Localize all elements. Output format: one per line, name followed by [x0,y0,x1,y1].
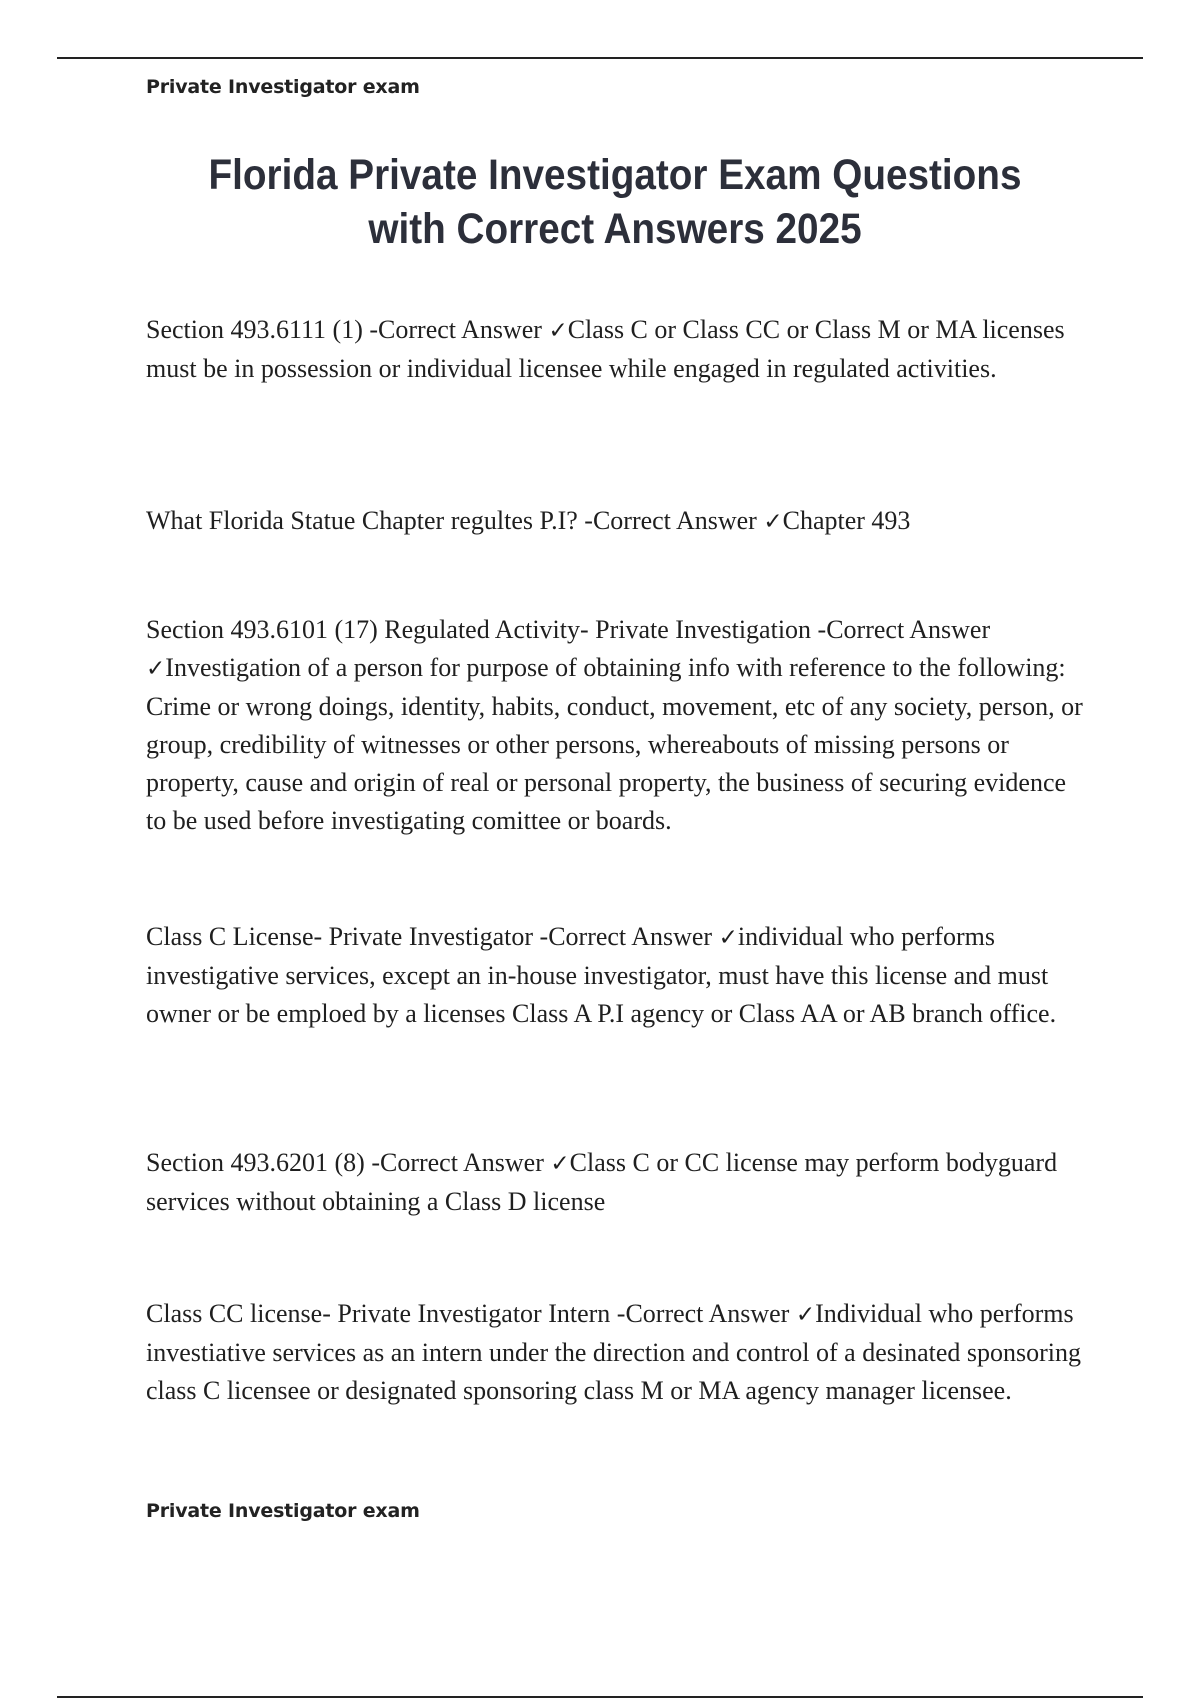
bottom-rule [57,1696,1143,1698]
qa-item [146,311,1091,388]
checkmark-icon: ✓ [795,1302,816,1328]
checkmark-icon: ✓ [146,656,166,682]
qa-item [146,1295,1091,1410]
answer-marker: -Correct Answer [369,315,542,344]
answer-text: Class C or CC license may perform bodyguard services without obtaining a Class D license [146,1148,1058,1216]
answer-marker: -Correct Answer [817,615,991,644]
qa-item [146,502,1091,541]
checkmark-icon: ✓ [550,1151,570,1177]
answer-text: Chapter 493 [782,506,911,535]
question-text: Section 493.6101 (17) Regulated Activity- Private Investigation [146,615,812,644]
question-text: Section 493.6111 (1) [146,315,363,344]
running-footer: Private Investigator exam [146,1500,420,1522]
qa-item [146,918,1091,1033]
top-rule [57,57,1143,59]
qa-item [146,1144,1091,1221]
qa-item [146,611,1091,840]
answer-text: Investigation of a person for purpose of obtaining info with reference to the following: Crime or wrong doings, identity, habits, conduct, movement, etc of any society, person, or group, credibility of witnesses or other persons, whereabouts of missing persons or property, cause and origin of real or personal property, the business of securing evidence to be used before investigating comittee or boards. [146,653,1083,835]
checkmark-icon: ✓ [763,509,783,535]
answer-marker: -Correct Answer [584,506,757,535]
answer-text: individual who performs investigative services, except an in-house investigator, must have this license and must owner or be emploed by a licenses Class A P.I agency or Class AA or AB branch office. [146,922,1057,1028]
answer-text: Individual who performs investiative services as an intern under the direction and control of a desinated sponsoring class C licensee or designated sponsoring class M or MA agency manager licensee. [146,1299,1081,1405]
checkmark-icon: ✓ [548,318,568,344]
answer-marker: -Correct Answer [539,922,713,951]
question-text: Section 493.6201 (8) [146,1148,365,1177]
question-text: What Florida Statue Chapter regultes P.I? [146,506,578,535]
answer-marker: -Correct Answer [616,1299,790,1328]
question-text: Class C License- Private Investigator [146,922,534,951]
checkmark-icon: ✓ [718,925,738,951]
answer-marker: -Correct Answer [371,1148,544,1177]
document-title: Florida Private Investigator Exam Questions with Correct Answers 2025 [208,151,1022,253]
question-text: Class CC license- Private Investigator Intern [146,1299,611,1328]
running-header: Private Investigator exam [146,76,420,98]
answer-text: Class C or Class CC or Class M or MA licenses must be in possession or individual licensee while engaged in regulated activities. [146,315,1065,383]
